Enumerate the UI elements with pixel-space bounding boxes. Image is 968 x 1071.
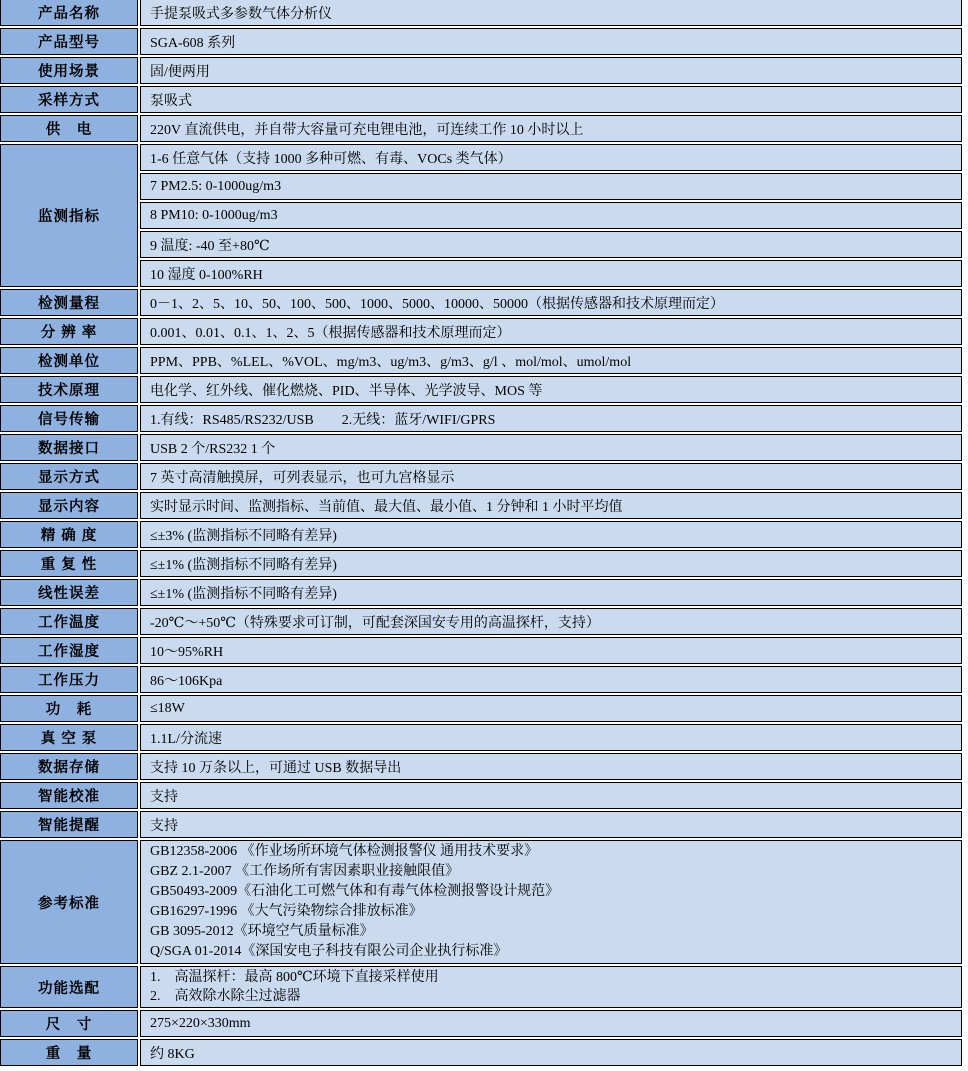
spec-label-cell	[0, 86, 138, 113]
spec-label: 显示方式	[38, 470, 100, 486]
spec-row	[0, 115, 962, 142]
spec-value: 支持	[150, 789, 178, 805]
spec-value: SGA-608 系列	[150, 35, 236, 51]
spec-value-cell	[140, 724, 962, 751]
spec-value-cell	[140, 637, 962, 664]
spec-label: 供 电	[45, 122, 93, 138]
spec-label: 参考标准	[38, 895, 100, 912]
spec-value-cell	[140, 173, 962, 200]
spec-label-cell	[0, 289, 138, 316]
spec-label: 精 确 度	[40, 528, 98, 544]
spec-value: 275×220×330mm	[150, 1015, 251, 1031]
spec-value-cell	[140, 811, 962, 838]
spec-label: 数据接口	[38, 441, 100, 457]
spec-label-cell	[0, 347, 138, 374]
spec-value-cell	[140, 1039, 962, 1066]
spec-value-line: 2. 高效除水除尘过滤器	[150, 989, 301, 1004]
spec-value: 约 8KG	[150, 1046, 195, 1062]
spec-label-cell	[0, 550, 138, 577]
spec-value-line: GB16297-1996 《大气污染物综合排放标准》	[150, 904, 423, 919]
spec-value: 86～106Kpa	[150, 673, 223, 689]
spec-value-line: GB 3095-2012《环境空气质量标准》	[150, 924, 374, 939]
spec-row	[0, 376, 962, 403]
spec-label: 尺 寸	[45, 1017, 93, 1033]
spec-row	[0, 966, 962, 1008]
spec-value: PPM、PPB、%LEL、%VOL、mg/m3、ug/m3、g/m3、g/l 、mol/mol、umol/mol	[150, 354, 632, 370]
spec-value-cell	[140, 405, 962, 432]
spec-label: 使用场景	[38, 64, 100, 80]
spec-value-cell	[140, 347, 962, 374]
spec-label-cell	[0, 376, 138, 403]
spec-label: 产品名称	[38, 6, 100, 22]
spec-value: 10～95%RH	[150, 644, 224, 660]
spec-value-line: GBZ 2.1-2007 《工作场所有害因素职业接触限值》	[150, 864, 460, 879]
spec-label: 智能提醒	[38, 818, 100, 834]
spec-value-cell	[140, 1010, 962, 1037]
spec-value: ≤±3% (监测指标不同略有差异)	[150, 528, 337, 544]
spec-value-cell	[140, 579, 962, 606]
spec-label-cell	[0, 966, 138, 1008]
spec-row	[0, 666, 962, 693]
spec-label: 重 复 性	[40, 557, 98, 573]
spec-value-cell	[140, 144, 962, 171]
spec-label: 线性误差	[38, 586, 100, 602]
spec-value-cell	[140, 115, 962, 142]
spec-value: 220V 直流供电，并自带大容量可充电锂电池，可连续工作 10 小时以上	[150, 122, 584, 138]
spec-label-cell	[0, 492, 138, 519]
spec-value-cell	[140, 521, 962, 548]
spec-value: 10 湿度 0-100%RH	[150, 267, 263, 283]
spec-label: 信号传输	[38, 412, 100, 428]
spec-row	[0, 782, 962, 809]
spec-row	[0, 86, 962, 113]
spec-value-cell	[140, 57, 962, 84]
spec-value: 0.001、0.01、0.1、1、2、5（根据传感器和技术原理而定）	[150, 325, 511, 341]
spec-row	[0, 318, 962, 345]
spec-value: 手提泵吸式多参数气体分析仪	[150, 6, 332, 22]
spec-value: 8 PM10: 0-1000ug/m3	[150, 207, 278, 223]
spec-label: 重 量	[45, 1046, 93, 1062]
spec-value: ≤±1% (监测指标不同略有差异)	[150, 557, 337, 573]
spec-row	[0, 405, 962, 432]
spec-value-cell	[140, 289, 962, 316]
spec-row	[0, 840, 962, 964]
spec-value: 实时显示时间、监测指标、当前值、最大值、最小值、1 分钟和 1 小时平均值	[150, 499, 623, 515]
spec-row	[0, 811, 962, 838]
spec-label-cell	[0, 782, 138, 809]
spec-label-cell	[0, 579, 138, 606]
spec-value-cell	[140, 608, 962, 635]
spec-value-line: GB50493-2009《石油化工可燃气体和有毒气体检测报警设计规范》	[150, 884, 560, 899]
spec-value: ≤±1% (监测指标不同略有差异)	[150, 586, 337, 602]
spec-value-cell	[140, 434, 962, 461]
spec-label-cell	[0, 318, 138, 345]
spec-label-cell	[0, 840, 138, 964]
spec-label-cell	[0, 463, 138, 490]
spec-value: -20℃～+50℃（特殊要求可订制，可配套深国安专用的高温探杆，支持）	[150, 615, 600, 631]
spec-label-cell	[0, 753, 138, 780]
spec-value: 支持 10 万条以上，可通过 USB 数据导出	[150, 760, 402, 776]
spec-label-cell	[0, 1039, 138, 1066]
spec-value: 固/便两用	[150, 64, 210, 80]
spec-label-cell	[0, 695, 138, 722]
spec-row	[0, 173, 962, 200]
spec-row	[0, 521, 962, 548]
spec-row	[0, 753, 962, 780]
spec-row	[0, 1010, 962, 1037]
spec-label-cell	[0, 724, 138, 751]
spec-value-cell	[140, 202, 962, 229]
spec-row	[0, 492, 962, 519]
spec-label-cell	[0, 811, 138, 838]
spec-label: 显示内容	[38, 499, 100, 515]
spec-value-cell	[140, 0, 962, 26]
spec-value-cell	[140, 492, 962, 519]
spec-row	[0, 724, 962, 751]
spec-row	[0, 57, 962, 84]
spec-label-cell	[0, 405, 138, 432]
spec-value-line: 1. 高温探杆：最高 800℃环境下直接采样使用	[150, 970, 439, 985]
spec-row	[0, 202, 962, 229]
spec-label-cell	[0, 666, 138, 693]
spec-value-cell	[140, 840, 962, 964]
spec-value-cell	[140, 966, 962, 1008]
spec-row	[0, 695, 962, 722]
spec-label: 分 辨 率	[40, 325, 98, 341]
spec-value: 1.1L/分流速	[150, 731, 222, 747]
spec-row	[0, 289, 962, 316]
spec-value-cell	[140, 260, 962, 287]
spec-value-line: GB12358-2006 《作业场所环境气体检测报警仪 通用技术要求》	[150, 844, 539, 859]
spec-label-cell	[0, 144, 138, 287]
spec-value-cell	[140, 28, 962, 55]
spec-label-cell	[0, 521, 138, 548]
spec-label-cell	[0, 0, 138, 26]
spec-row	[0, 144, 962, 171]
spec-value: 1-6 任意气体（支持 1000 多种可燃、有毒、VOCs 类气体）	[150, 151, 512, 167]
spec-row	[0, 550, 962, 577]
spec-label-cell	[0, 637, 138, 664]
spec-value: ≤18W	[150, 700, 185, 716]
spec-label: 真 空 泵	[40, 731, 98, 747]
spec-label: 智能校准	[38, 789, 100, 805]
spec-row	[0, 434, 962, 461]
spec-value-cell	[140, 231, 962, 258]
spec-value-cell	[140, 463, 962, 490]
spec-label: 采样方式	[38, 93, 100, 109]
spec-value: 支持	[150, 818, 178, 834]
spec-row	[0, 1039, 962, 1066]
spec-value-cell	[140, 376, 962, 403]
spec-label: 工作压力	[38, 673, 100, 689]
spec-value: 7 英寸高清触摸屏，可列表显示，也可九宫格显示	[150, 470, 455, 486]
spec-value-line: Q/SGA 01-2014《深国安电子科技有限公司企业执行标准》	[150, 944, 508, 959]
spec-value: 9 温度: -40 至+80℃	[150, 238, 270, 254]
spec-value-cell	[140, 318, 962, 345]
spec-row	[0, 608, 962, 635]
spec-row	[0, 231, 962, 258]
spec-value-cell	[140, 782, 962, 809]
spec-value: 1.有线：RS485/RS232/USB 2.无线：蓝牙/WIFI/GPRS	[150, 412, 496, 428]
spec-value: 电化学、红外线、催化燃烧、PID、半导体、光学波导、MOS 等	[150, 383, 543, 399]
spec-row	[0, 260, 962, 287]
spec-value: 0－1、2、5、10、50、100、500、1000、5000、10000、50000（根据传感器和技术原理而定）	[150, 296, 724, 312]
spec-label-cell	[0, 434, 138, 461]
spec-label: 检测单位	[38, 354, 100, 370]
spec-label: 技术原理	[38, 383, 100, 399]
spec-row	[0, 579, 962, 606]
spec-value-cell	[140, 86, 962, 113]
spec-label-cell	[0, 608, 138, 635]
spec-label: 功 耗	[45, 702, 93, 718]
spec-label: 检测量程	[38, 296, 100, 312]
spec-label-cell	[0, 115, 138, 142]
spec-label: 功能选配	[38, 980, 100, 997]
spec-value-cell	[140, 666, 962, 693]
spec-value: USB 2 个/RS232 1 个	[150, 441, 276, 457]
spec-row	[0, 637, 962, 664]
spec-label: 工作温度	[38, 615, 100, 631]
spec-value-cell	[140, 753, 962, 780]
spec-row	[0, 28, 962, 55]
spec-value-cell	[140, 695, 962, 722]
spec-label: 产品型号	[38, 35, 100, 51]
spec-label: 数据存储	[38, 760, 100, 776]
spec-label: 工作湿度	[38, 644, 100, 660]
spec-row	[0, 0, 962, 26]
spec-label: 监测指标	[38, 209, 100, 225]
spec-value-cell	[140, 550, 962, 577]
spec-label-cell	[0, 1010, 138, 1037]
spec-label-cell	[0, 28, 138, 55]
spec-value: 7 PM2.5: 0-1000ug/m3	[150, 178, 282, 194]
spec-label-cell	[0, 57, 138, 84]
spec-row	[0, 347, 962, 374]
spec-value: 泵吸式	[150, 93, 192, 109]
spec-row	[0, 463, 962, 490]
